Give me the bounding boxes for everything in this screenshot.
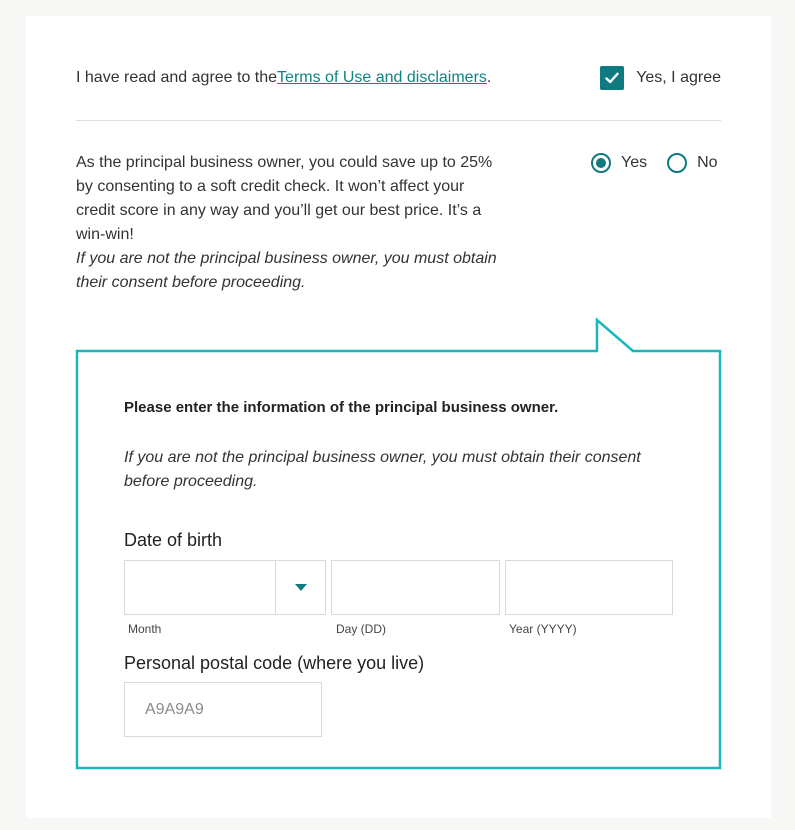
panel-heading: Please enter the information of the principal business owner. (124, 399, 559, 416)
consent-note: If you are not the principal business owner, you must obtain their consent before proceeding. (76, 250, 497, 291)
month-dropdown-button[interactable] (275, 561, 325, 614)
year-field[interactable] (505, 560, 673, 615)
dob-fields (124, 560, 673, 615)
owner-info-panel (124, 398, 684, 673)
dob-label: Date of birth (124, 530, 223, 550)
postal-field[interactable] (124, 682, 322, 737)
terms-row (76, 68, 721, 98)
year-label: Year (YYYY) (509, 622, 577, 636)
panel-note: If you are not the principal business owner, you must obtain their consent before proceeding. (124, 449, 641, 490)
postal-label: Personal postal code (where you live) (124, 653, 425, 673)
radio-yes-label: Yes (621, 154, 648, 171)
month-select[interactable] (124, 560, 326, 615)
radio-no[interactable] (667, 153, 687, 173)
consent-radio-group (591, 151, 718, 175)
radio-yes[interactable] (591, 153, 611, 173)
month-label: Month (128, 622, 162, 636)
terms-suffix: . (486, 69, 492, 86)
terms-prefix: I have read and agree to the (76, 69, 278, 86)
day-label: Day (DD) (336, 622, 386, 636)
consent-description (76, 151, 506, 295)
consent-option-yes[interactable] (591, 151, 647, 175)
chevron-down-icon (295, 584, 307, 591)
terms-link[interactable]: Terms of Use and disclaimers (277, 69, 487, 86)
divider (76, 120, 721, 121)
terms-text (76, 68, 491, 88)
year-input[interactable] (506, 561, 672, 614)
postal-input[interactable] (125, 683, 321, 736)
agree-checkbox[interactable] (600, 66, 624, 90)
radio-no-label: No (697, 154, 718, 171)
day-field[interactable] (331, 560, 500, 615)
day-input[interactable] (332, 561, 499, 614)
agree-control[interactable] (600, 66, 721, 90)
agree-label: Yes, I agree (636, 69, 721, 86)
consent-option-no[interactable] (667, 151, 717, 175)
checkmark-icon (605, 72, 619, 84)
consent-text: As the principal business owner, you could save up to 25% by consenting to a soft credit check. It won’t affect your credit score in any way and you’ll get our best price. It’s a win-win! (76, 154, 493, 243)
form-card (26, 16, 771, 818)
